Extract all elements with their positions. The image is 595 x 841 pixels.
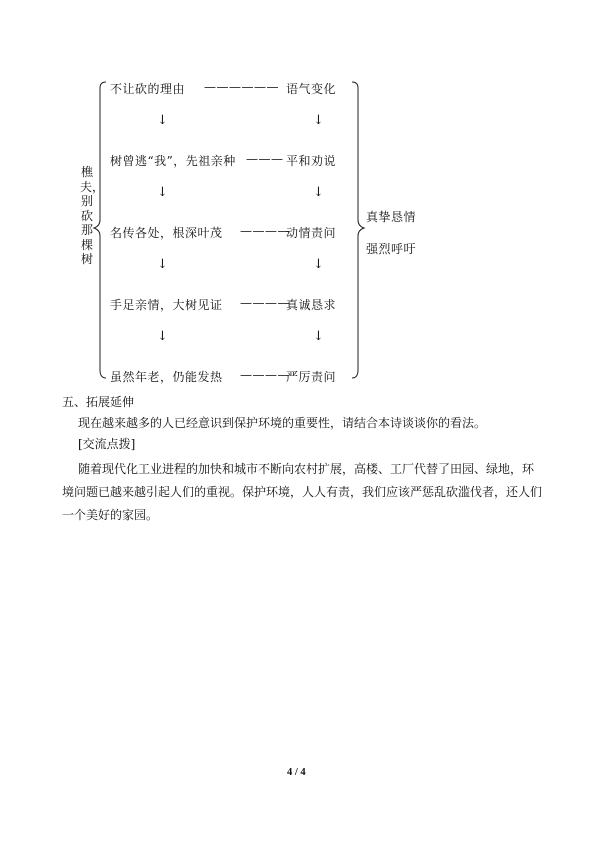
reason-label-4: 手足亲情，大树见证 [110,298,223,312]
right-brace [352,82,364,378]
section-heading: 五、拓展延伸 [62,395,135,409]
question-text: 现在越来越多的人已经意识到保护环境的重要性，请结合本诗谈谈你的看法。 [78,416,487,430]
tone-label-1: 语气变化 [286,82,337,96]
down-arrow-icon: ↓ [313,113,324,128]
connector-5: ———— [240,368,290,382]
conclusion-line-2: 强烈呼吁 [366,242,417,256]
down-arrow-icon: ↓ [157,257,168,272]
connector-2: ——— [246,152,284,166]
tone-label-3: 动情责问 [286,226,337,240]
down-arrow-icon: ↓ [313,329,324,344]
tone-label-5: 严厉责问 [286,370,337,384]
down-arrow-icon: ↓ [157,113,168,128]
tone-label-4: 真诚恳求 [286,298,337,312]
page-number: 4 / 4 [287,767,306,778]
answer-line-1: 随着现代化工业进程的加快和城市不断向农村扩展，高楼、工厂代替了田园、绿地，环 [78,462,535,476]
down-arrow-icon: ↓ [313,257,324,272]
down-arrow-icon: ↓ [313,185,324,200]
reason-label-3: 名传各处，根深叶茂 [110,226,223,240]
connector-3: ———— [240,224,290,238]
down-arrow-icon: ↓ [157,185,168,200]
conclusion-line-1: 真挚恳情 [366,210,417,224]
connector-1: —————— [204,80,279,94]
reason-label-2: 树曾逃“我”，先祖亲种 [110,154,236,168]
answer-line-2: 境问题已越来越引起人们的重视。保护环境，人人有责，我们应该严惩乱砍滥伐者，还人们 [62,485,543,499]
down-arrow-icon: ↓ [157,329,168,344]
reason-label-5: 虽然年老，仍能发热 [110,370,223,384]
diagram-subject: 樵夫，别砍那棵树 [80,165,105,266]
reason-label-1: 不让砍的理由 [110,82,186,96]
left-brace [94,82,106,378]
connector-4: ———— [240,296,290,310]
answer-line-3: 一个美好的家园。 [62,508,159,522]
tone-label-2: 平和劝说 [286,154,337,168]
exchange-tip-label: [交流点拨] [78,437,136,451]
